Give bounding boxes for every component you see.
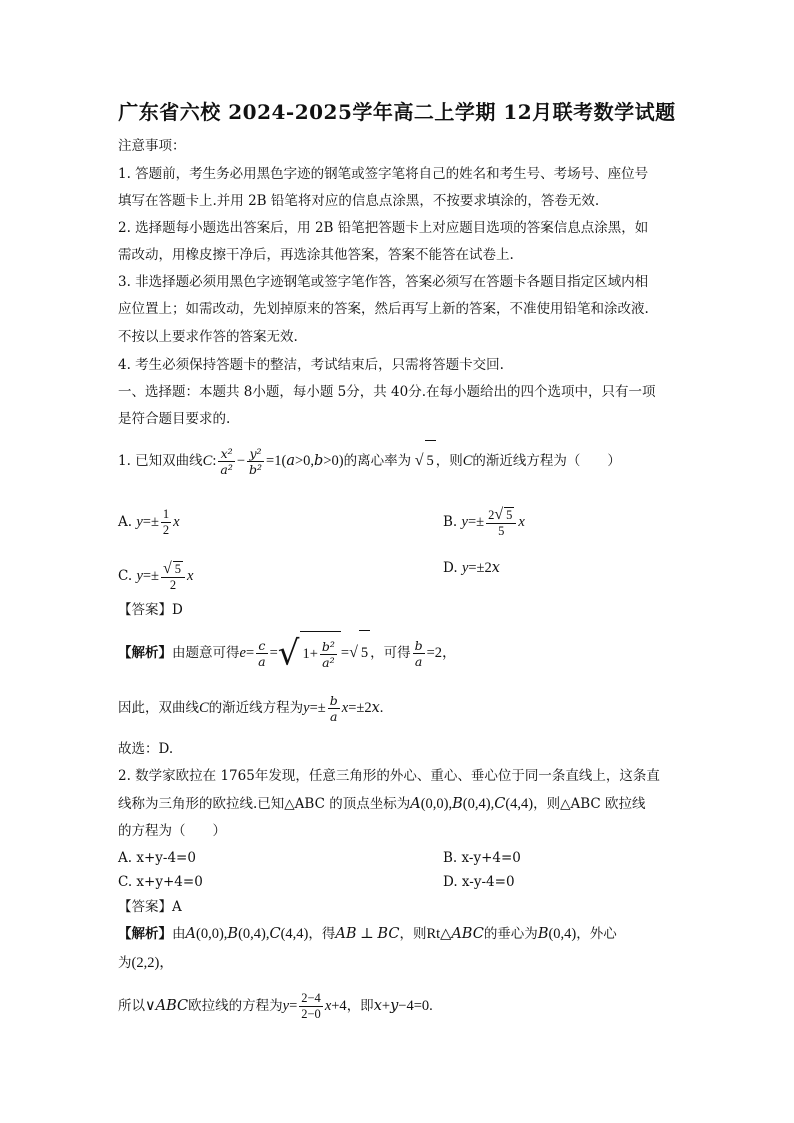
- answer: 【答案】D: [118, 602, 183, 618]
- question-2-stem: 2. 数学家欧拉在 1765年发现，任意三角形的外心、重心、垂心位于同一条直线上，这条直: [118, 768, 660, 784]
- option-a: A. x+y-4=0: [118, 850, 196, 866]
- analysis-cont: 因此，双曲线C的渐近线方程为y=± $\frac{b}{a}$ x=±2x.: [118, 693, 384, 724]
- analysis-cont: 为(2,2)，: [118, 955, 174, 971]
- question-2-stem-cont: 线称为三角形的欧拉线.已知△ABC 的顶点坐标为A(0,0),B(0,4),C(4,4)，则△ABC 欧拉线: [118, 796, 646, 812]
- notice-heading: 注意事项：: [118, 138, 186, 154]
- notice-line: 4. 考生必须保持答题卡的整洁，考试结束后，只需将答题卡交回.: [118, 357, 504, 373]
- question-1-stem: 1. 已知双曲线C: $\frac{\text{x²}}{\text{a²}}$ − $\frac{\text{y²}}{\text{b²}}$ =1(a>0,b>0)的离心率为 √ 5 ，则C的渐近线方程为（ ）: [118, 440, 688, 481]
- notice-line: 不按以上要求作答的答案无效.: [118, 329, 298, 345]
- page-title: 广东省六校 2024-2025学年高二上学期 12月联考数学试题: [118, 100, 676, 124]
- option-b: B. x-y+4=0: [443, 850, 521, 866]
- option-c: C. y=± $\frac{√ 5}{2}$ x: [118, 559, 194, 592]
- notice-line: 填写在答题卡上.并用 2B 铅笔将对应的信息点涂黑，不按要求填涂的，答卷无效.: [118, 193, 600, 209]
- choose-line: 故选：D.: [118, 741, 174, 757]
- notice-line: 应位置上；如需改动，先划掉原来的答案，然后再写上新的答案，不准使用铅笔和涂改液.: [118, 301, 649, 317]
- option-a: A. y=± $\frac{1}{2}$ x: [118, 507, 180, 537]
- analysis: 【解析】由题意可得e= $\frac{c}{a}$ =√ 1+ $\frac{\text{b²}}{\text{a²}}$ =√ 5 ，可得 $\frac{b}{a}$ =2，: [118, 630, 688, 676]
- option-c: C. x+y+4=0: [118, 874, 203, 890]
- notice-line: 2. 选择题每小题选出答案后，用 2B 铅笔把答题卡上对应题目选项的答案信息点涂黑，如: [118, 220, 649, 236]
- notice-line: 3. 非选择题必须用黑色字迹钢笔或签字笔作答，答案必须写在答题卡各题目指定区域内相: [118, 274, 649, 290]
- answer: 【答案】A: [118, 899, 182, 915]
- analysis: 【解析】由A(0,0),B(0,4),C(4,4)，得AB ⊥ BC，则Rt△ABC的垂心为B(0,4)，外心: [118, 926, 617, 942]
- formula: C: [202, 453, 213, 469]
- section-heading-cont: 是符合题目要求的.: [118, 411, 231, 427]
- option-d: D. x-y-4=0: [443, 874, 515, 890]
- question-2-stem-end: 的方程为（ ）: [118, 823, 226, 839]
- analysis-cont: 所以∨ABC欧拉线的方程为y= $\frac{2-4}{2-0}$ x+4，即x+y−4=0.: [118, 991, 433, 1021]
- option-b: B. y=± $\frac{2√ 5}{5}$ x: [443, 505, 525, 538]
- section-heading: 一、选择题：本题共 8小题，每小题 5分，共 40分.在每小题给出的四个选项中，只有一项: [118, 384, 656, 400]
- option-d: D. y=±2x: [443, 560, 500, 576]
- notice-line: 需改动，用橡皮擦干净后，再选涂其他答案，答案不能答在试卷上.: [118, 247, 514, 263]
- notice-line: 1. 答题前，考生务必用黑色字迹的钢笔或签字笔将自己的姓名和考生号、考场号、座位号: [118, 166, 649, 182]
